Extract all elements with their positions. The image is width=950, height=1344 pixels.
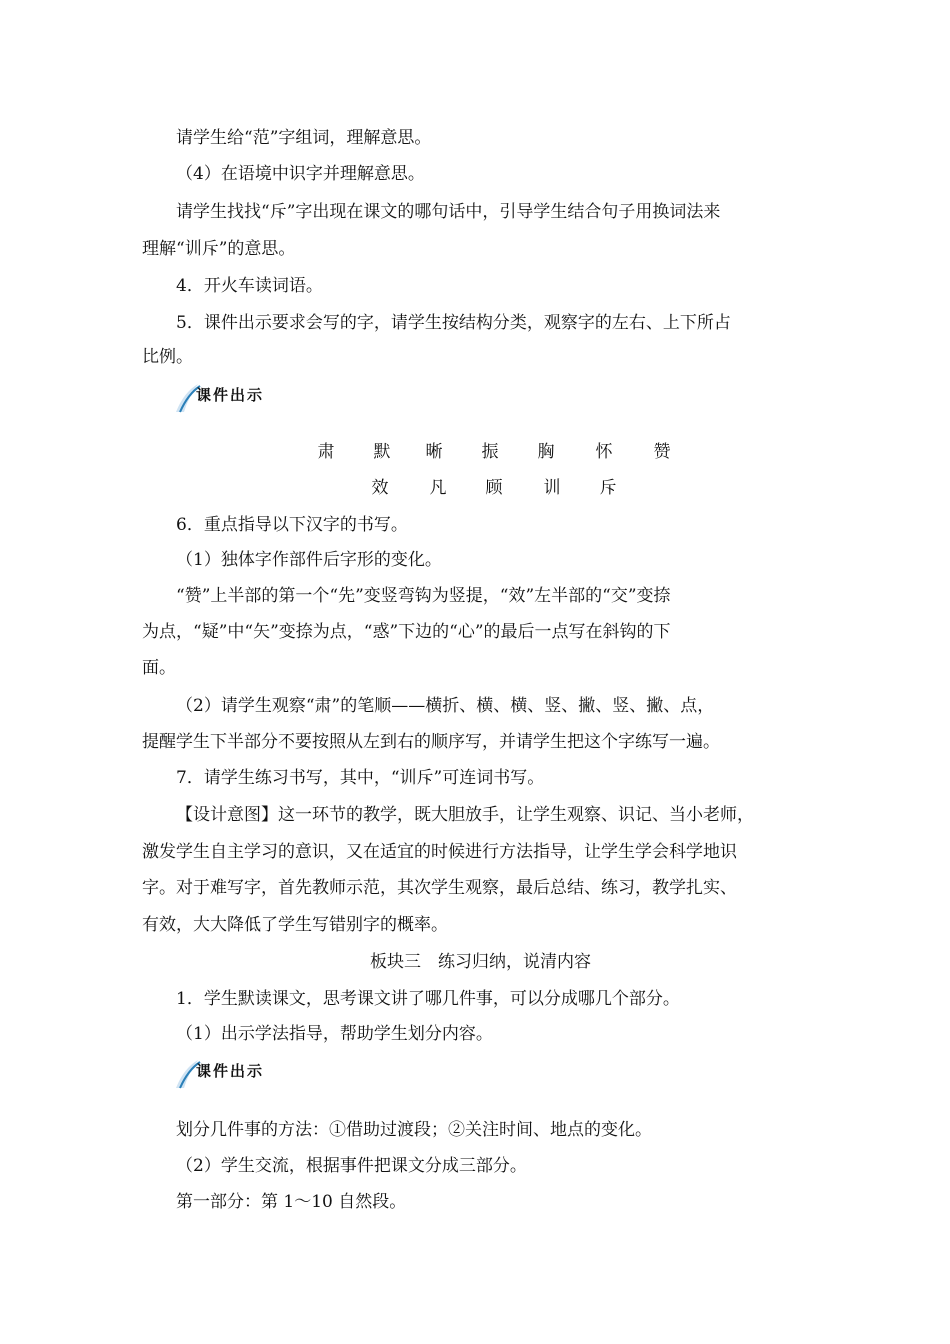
text-line: 【设计意图】这一环节的教学，既大胆放手，让学生观察、识记、当小老师， [176, 805, 754, 825]
char-row-1 [0, 440, 950, 464]
badge-label: 课件出示 [196, 1062, 265, 1080]
text-line: 请学生给“范”字组词，理解意思。 [176, 128, 432, 148]
text-line: 4．开火车读词语。 [176, 276, 323, 296]
text-line: （2）学生交流，根据事件把课文分成三部分。 [176, 1156, 527, 1176]
text-line: （1）独体字作部件后字形的变化。 [176, 550, 442, 570]
char-item: 顾 [485, 478, 503, 498]
char-item: 振 [481, 442, 499, 462]
text-line: （4）在语境中识字并理解意思。 [176, 164, 425, 184]
text-line: 面。 [142, 658, 176, 678]
text-line: （1）出示学法指导，帮助学生划分内容。 [176, 1024, 493, 1044]
text-line: 字。对于难写字，首先教师示范，其次学生观察，最后总结、练习，教学扎实、 [142, 878, 737, 898]
text-line: 6．重点指导以下汉字的书写。 [176, 515, 408, 535]
char-item: 赞 [653, 442, 671, 462]
text-line: 1．学生默读课文，思考课文讲了哪几件事，可以分成哪几个部分。 [176, 989, 680, 1009]
text-line: 请学生找找“斥”字出现在课文的哪句话中，引导学生结合句子用换词法来 [176, 202, 721, 222]
char-item: 怀 [595, 442, 613, 462]
text-line: 为点，“疑”中“矢”变捺为点，“惑”下边的“心”的最后一点写在斜钩的下 [142, 622, 671, 642]
text-line: 有效，大大降低了学生写错别字的概率。 [142, 915, 448, 935]
char-item: 凡 [429, 478, 447, 498]
char-item: 默 [373, 442, 391, 462]
badge-label: 课件出示 [196, 386, 265, 404]
text-line: 5．课件出示要求会写的字，请学生按结构分类，观察字的左右、上下所占 [176, 313, 731, 333]
text-line: 理解“训斥”的意思。 [142, 239, 296, 259]
courseware-badge [174, 380, 294, 414]
char-row-2 [0, 476, 950, 500]
text-line: 提醒学生下半部分不要按照从左到右的顺序写，并请学生把这个字练写一遍。 [142, 732, 720, 752]
char-item: 晰 [425, 442, 443, 462]
char-item: 训 [543, 478, 561, 498]
text-line: 第一部分：第 1～10 自然段。 [176, 1192, 407, 1212]
text-line: 划分几件事的方法：①借助过渡段；②关注时间、地点的变化。 [176, 1120, 652, 1140]
text-line: 比例。 [142, 347, 193, 367]
text-line: （2）请学生观察“肃”的笔顺——横折、横、横、竖、撇、竖、撇、点， [176, 696, 715, 716]
char-item: 肃 [317, 442, 335, 462]
char-item: 胸 [537, 442, 555, 462]
section-heading: 板块三 练习归纳，说清内容 [370, 952, 591, 972]
text-line: “赞”上半部的第一个“先”变竖弯钩为竖提，“效”左半部的“交”变捺 [176, 586, 671, 606]
text-line: 激发学生自主学习的意识，又在适宜的时候进行方法指导，让学生学会科学地识 [142, 842, 737, 862]
text-line: 7．请学生练习书写，其中，“训斥”可连词书写。 [176, 768, 545, 788]
char-item: 斥 [599, 478, 617, 498]
courseware-badge [174, 1056, 294, 1090]
char-item: 效 [371, 478, 389, 498]
